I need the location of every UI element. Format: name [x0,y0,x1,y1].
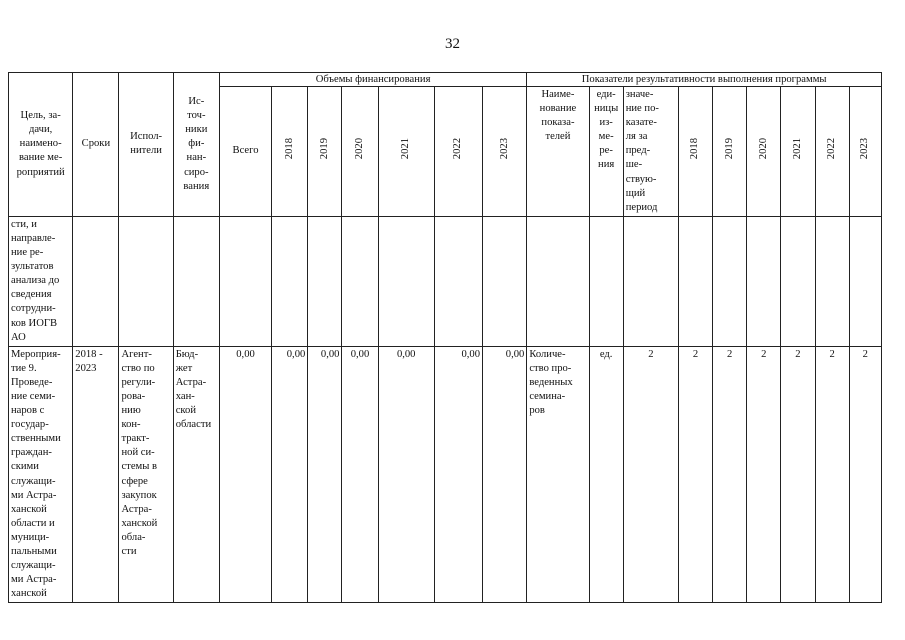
header-sources: Ис- точ- ники фи- нан- сиро- вания [173,73,219,217]
empty-cell [623,216,678,346]
header-indicator-year: 2021 [781,87,815,217]
event-indicator-cell: 2 [678,346,712,603]
empty-cell [747,216,781,346]
empty-cell [173,216,219,346]
empty-cell [434,216,482,346]
event-funding-cell: 0,00 [272,346,308,603]
event-funding-cell: 0,00 [378,346,434,603]
event-executors-cell: Агент- ство по регули- рова- нию кон- тракт- ной си- стемы в сфере закупок Астра- ханской обла- сти [119,346,173,603]
empty-cell [589,216,623,346]
header-row-groups [9,73,882,87]
header-indicator-year: 2023 [849,87,881,217]
header-funding-year: 2018 [272,87,308,217]
empty-cell [272,216,308,346]
empty-cell [73,216,119,346]
empty-cell [308,216,342,346]
continuation-goal-cell: сти, и направле- ние ре- зультатов анализа до сведения сотрудни- ков ИОГВ АО [9,216,73,346]
event-indicator-cell: 2 [713,346,747,603]
event-indicator-name-cell: Количе- ство про- веденных семина- ров [527,346,589,603]
event-funding-cell: 0,00 [434,346,482,603]
event-total-cell: 0,00 [219,346,271,603]
empty-cell [483,216,527,346]
event-sources-cell: Бюд- жет Астра- хан- ской области [173,346,219,603]
header-prev-value: значе- ние по- казате- ля за пред- ше- ствую- щий период [623,87,678,217]
header-indicator-year: 2022 [815,87,849,217]
empty-cell [678,216,712,346]
event-unit-cell: ед. [589,346,623,603]
empty-cell [815,216,849,346]
header-indicators-group: Показатели результативности выполнения программы [527,73,882,87]
header-goal: Цель, за- дачи, наимено- вание ме- роприятий [9,73,73,217]
empty-cell [119,216,173,346]
header-indicator-year: 2019 [713,87,747,217]
table-row [9,346,882,603]
header-indicator-name: Наиме- нование показа- телей [527,87,589,217]
event-indicator-cell: 2 [781,346,815,603]
empty-cell [219,216,271,346]
event-prev-value-cell: 2 [623,346,678,603]
empty-cell [781,216,815,346]
empty-cell [527,216,589,346]
header-funding-year: 2022 [434,87,482,217]
header-funding-year: 2019 [308,87,342,217]
page-number: 32 [445,36,460,52]
header-indicator-year: 2020 [747,87,781,217]
program-table [8,72,882,603]
event-funding-cell: 0,00 [308,346,342,603]
empty-cell [713,216,747,346]
table-row [9,216,882,346]
event-goal-cell: Мероприя- тие 9. Проведе- ние семи- наров с государ- ственными граждан- скими служащи- ми Астра- ханской области и муници- пальными служащи- ми Астра- ханской [9,346,73,603]
empty-cell [849,216,881,346]
header-funding-year: 2023 [483,87,527,217]
event-indicator-cell: 2 [747,346,781,603]
header-funding-group: Объемы финансирования [219,73,526,87]
header-total: Всего [219,87,271,217]
empty-cell [378,216,434,346]
header-funding-year: 2021 [378,87,434,217]
event-funding-cell: 0,00 [342,346,378,603]
header-executors: Испол- нители [119,73,173,217]
header-unit: еди- ницы из- ме- ре- ния [589,87,623,217]
event-indicator-cell: 2 [815,346,849,603]
header-terms: Сроки [73,73,119,217]
header-indicator-year: 2018 [678,87,712,217]
event-funding-cell: 0,00 [483,346,527,603]
empty-cell [342,216,378,346]
event-indicator-cell: 2 [849,346,881,603]
event-terms-cell: 2018 - 2023 [73,346,119,603]
header-funding-year: 2020 [342,87,378,217]
